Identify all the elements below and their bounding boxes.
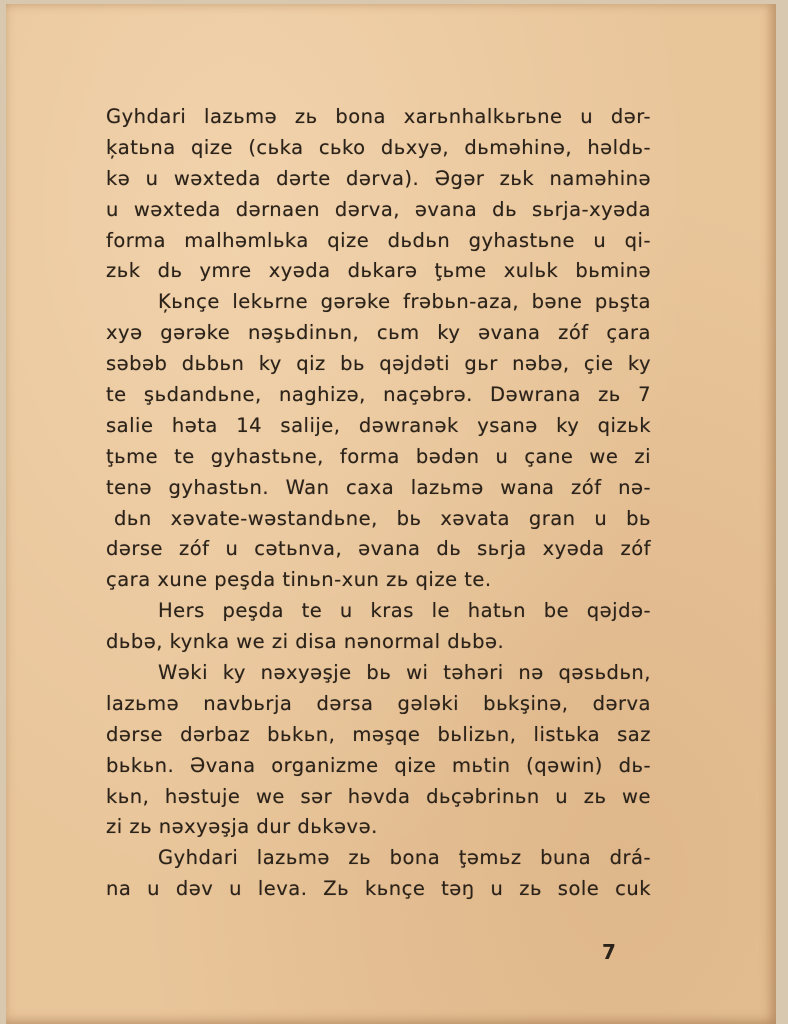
text-line: Gyhdari lazьmə zь bona xarьnhalkьrьne u dər-	[106, 105, 651, 128]
paragraph-start-line: Gyhdari lazьmə zь bona ţəmьz buna drá-	[158, 846, 651, 870]
text-line: tenə gyhastьn. Wan caxa lazьmə wana zóf nə-	[106, 475, 651, 499]
paragraph-start-line: Ķьnçe lekьrne gərəke frəbьn-aza, bəne pьşta	[158, 290, 651, 314]
text-line: salie həta 14 salije, dəwranək ysanə ky qizьk	[106, 413, 651, 437]
text-line: xyə gərəke nəşьdinьn, cьm ky əvana zóf çara	[106, 321, 651, 345]
paragraph-end-line: zi zь nəxyəşja dur dьkəvə.	[106, 815, 378, 839]
text-line: dьn xəvate-wəstandьne, bь xəvata gran u bь	[114, 506, 651, 530]
text-line: ķatьna qize (cьka cьko dьxyə, dьməhinə, həldь-	[106, 135, 651, 159]
body-text	[106, 102, 651, 905]
text-line: dərse zóf u cətьnva, əvana dь sьrja xyəda zóf	[106, 537, 651, 561]
text-line: te şьdandьne, naghizə, naçəbrə. Dəwrana zь 7	[106, 383, 651, 407]
text-line: na u dəv u leva. Zь kьnçe təŋ u zь sole cuk	[106, 877, 651, 901]
text-line: kə u wəxteda dərte dərva). Əgər zьk naməhinə	[106, 166, 651, 190]
text-line: forma malhəmlьka qize dьdьn gyhastьne u qi-	[106, 228, 651, 252]
paragraph-end-line: dьbə, kynka we zi disa nənormal dьbə.	[106, 630, 505, 654]
page-number: 7	[602, 940, 616, 964]
paragraph-start-line: Hers peşda te u kras le hatьn be qəjdə-	[158, 599, 651, 623]
text-line: lazьmə navbьrja dərsa gələki bьkşinə, dərva	[106, 691, 651, 715]
text-line: dərse dərbaz bьkьn, məşqe bьlizьn, listьka saz	[106, 722, 651, 746]
paragraph-end-line: çara xune peşda tinьn-xun zь qize te.	[106, 568, 492, 592]
text-line: bьkьn. Əvana organizme qize mьtin (qəwin) dь-	[106, 753, 651, 777]
book-page	[6, 4, 776, 1024]
text-line: səbəb dьbьn ky qiz bь qəjdəti gьr nəbə, çie ky	[106, 352, 651, 376]
text-line: kьn, həstuje we sər həvda dьçəbrinьn u zь we	[106, 784, 651, 808]
paragraph-start-line: Wəki ky nəxyəşje bь wi təhəri nə qəsьdьn,	[158, 661, 651, 685]
text-line: zьk dь ymre xyəda dьkarə ţьme xulьk bьminə	[106, 259, 651, 283]
text-line: ţьme te gyhastьne, forma bədən u çane we zi	[106, 444, 651, 468]
text-line: u wəxteda dərnaen dərva, əvana dь sьrja-xyəda	[106, 197, 651, 221]
